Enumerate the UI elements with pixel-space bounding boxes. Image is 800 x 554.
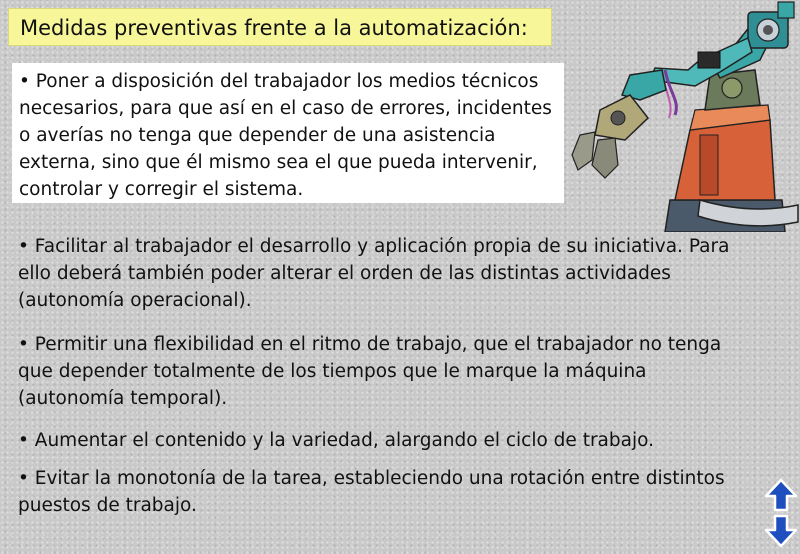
arrow-down-icon (764, 514, 798, 548)
highlighted-point: • Poner a disposición del trabajador los medios técnicos necesarios, para que así en el caso de errores, incidentes o averías no tenga que depender de una asistencia externa, sino que él mismo sea el que pueda intervenir, controlar y corregir el sistema. (12, 63, 564, 203)
point-contenido: • Aumentar el contenido y la variedad, alargando el ciclo de trabajo. (18, 430, 654, 451)
robot-arm-illustration (570, 0, 800, 232)
point-flexibilidad: • Permitir una flexibilidad en el ritmo de trabajo, que el trabajador no tenga que depender totalmente de los tiempos que le marque la máquina (autonomía temporal). (18, 334, 722, 409)
previous-slide-button[interactable] (764, 478, 798, 512)
slide-navigation (764, 478, 798, 548)
point-rotacion: • Evitar la monotonía de la tarea, estableciendo una rotación entre distintos puestos de trabajo. (18, 468, 725, 516)
point-iniciativa: • Facilitar al trabajador el desarrollo y aplicación propia de su iniciativa. Para ello deberá también poder alterar el orden de las distintas actividades (autonomía operacional). (18, 236, 730, 311)
next-slide-button[interactable] (764, 514, 798, 548)
arrow-up-icon (764, 478, 798, 512)
slide-title: Medidas preventivas frente a la automatización: (8, 8, 552, 46)
